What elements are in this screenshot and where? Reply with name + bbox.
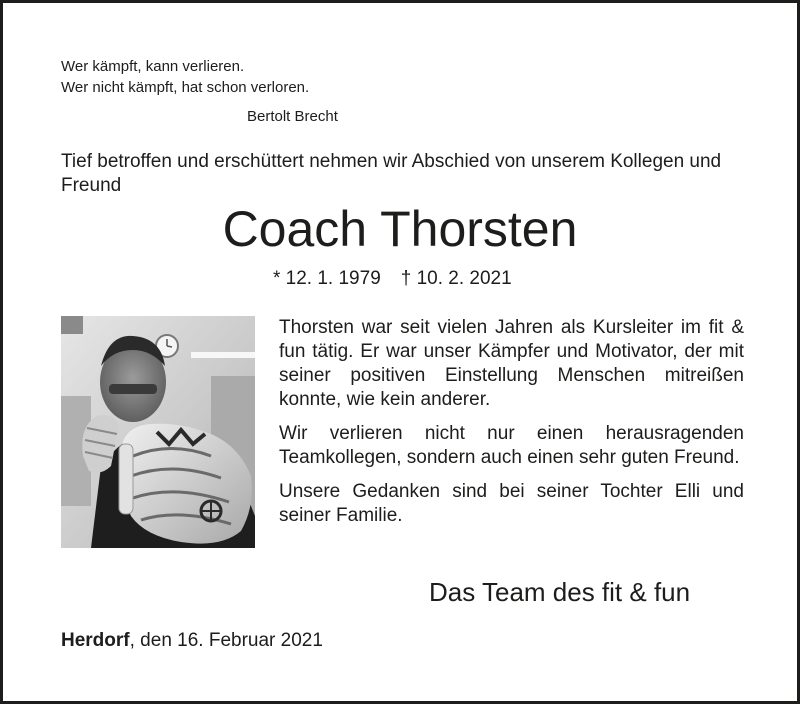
tribute-paragraph-2: Wir verlieren nicht nur einen herausragenden Teamkollegen, sondern auch einen sehr guten Freund. <box>279 423 744 468</box>
place-date <box>61 629 323 653</box>
quote-block <box>61 56 309 98</box>
quote-author: Bertolt Brecht <box>247 108 338 125</box>
death-date: † 10. 2. 2021 <box>400 268 512 289</box>
place-name: Herdorf <box>61 630 130 651</box>
quote-line-2: Wer nicht kämpft, hat schon verloren. <box>61 79 310 96</box>
signature: Das Team des fit & fun <box>429 577 691 607</box>
tribute-paragraph-1: Thorsten war seit vielen Jahren als Kursleiter im fit & fun tätig. Er war unser Kämpfer und Motivator, der mit seiner positiven Einstellung Menschen mitreißen konnte, wie kein anderer. <box>279 317 744 410</box>
life-dates <box>273 267 512 291</box>
deceased-name: Coach Thorsten <box>222 201 578 257</box>
tribute-paragraph-3: Unsere Gedanken sind bei seiner Tochter Elli und seiner Familie. <box>279 481 744 526</box>
date-text: , den 16. Februar 2021 <box>129 630 323 651</box>
portrait-photo <box>61 316 255 548</box>
quote-line-1: Wer kämpft, kann verlieren. <box>61 58 245 75</box>
birth-date: * 12. 1. 1979 <box>273 268 381 289</box>
tribute-text <box>279 316 744 538</box>
intro-text: Tief betroffen und erschüttert nehmen wir Abschied von unserem Kollegen und Freund <box>61 151 722 196</box>
